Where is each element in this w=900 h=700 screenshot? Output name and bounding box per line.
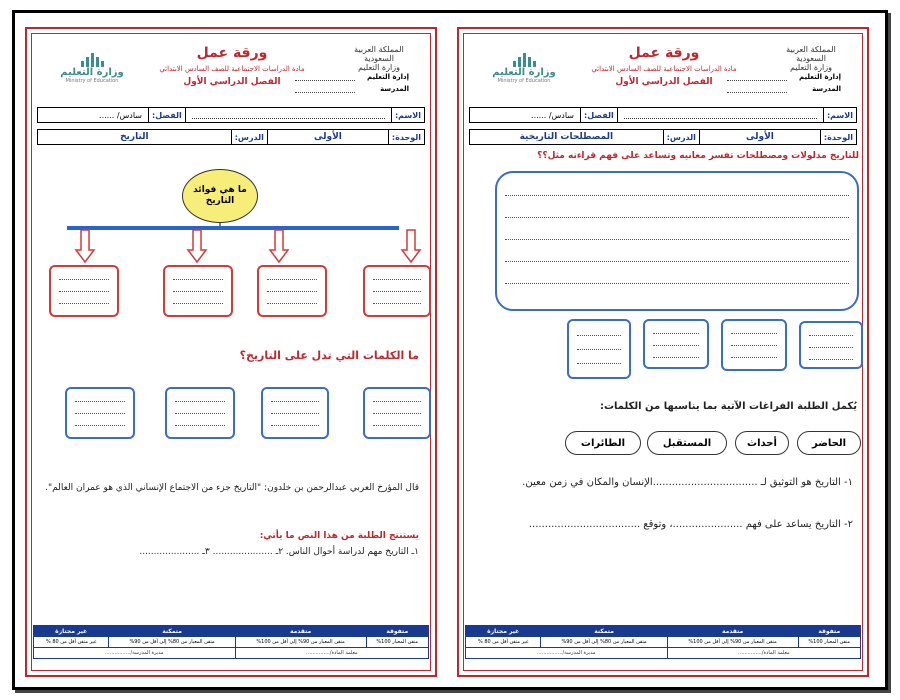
worksheet-subject: مادة الدراسات الاجتماعية للصف السادس الابتدائي bbox=[591, 65, 737, 73]
rating-criterion[interactable]: غير متقن أقل من 80 % bbox=[34, 637, 109, 648]
word-bank-item[interactable]: الطائرات bbox=[565, 431, 641, 455]
rating-header: غير مجتازة bbox=[34, 626, 109, 637]
unit-label: الوحدة: bbox=[388, 130, 424, 144]
name-label: الاسم: bbox=[391, 108, 424, 122]
word-bank-item[interactable]: الحاضر bbox=[797, 431, 861, 455]
question-words: ما الكلمات التي تدل على التاريخ؟ bbox=[239, 349, 419, 362]
class-label: الفصل: bbox=[580, 108, 618, 122]
principal-signature: مديرة المدرسة/................ bbox=[34, 648, 236, 659]
teacher-signature: معلمة المادة/............... bbox=[667, 648, 860, 659]
admin-label: إدارة التعليم bbox=[366, 73, 409, 81]
benefit-box[interactable] bbox=[49, 265, 119, 317]
rating-table bbox=[465, 625, 861, 661]
worksheet-title: ورقة عمل bbox=[196, 45, 268, 61]
ministry-logo: وزارة التعليم Ministry of Education bbox=[57, 53, 127, 84]
fill-blanks-instruction: يُكمل الطلبة الفراغات الآتية بما يناسبها من الكلمات: bbox=[599, 401, 857, 412]
term-box[interactable] bbox=[643, 319, 709, 369]
rating-header: متفوقة bbox=[366, 626, 428, 637]
down-arrow-icon bbox=[76, 230, 94, 262]
name-row bbox=[469, 107, 857, 123]
kingdom-crest: المملكة العربية السعودية وزارة التعليم bbox=[354, 45, 404, 72]
benefit-box[interactable] bbox=[163, 265, 233, 317]
down-arrow-icon bbox=[402, 230, 420, 262]
rating-table bbox=[33, 625, 429, 661]
page-frame bbox=[12, 10, 888, 690]
inference-question: يستنتج الطلبة من هذا النص ما يأتي: bbox=[259, 531, 419, 541]
rating-header: متقدمة bbox=[235, 626, 366, 637]
sentence-2: ٢- التاريخ يساعد على فهم ......................، وتوقع ................................... bbox=[528, 519, 853, 530]
admin-label: إدارة التعليم bbox=[798, 73, 841, 81]
ministry-logo-icon bbox=[504, 53, 544, 67]
benefit-box[interactable] bbox=[363, 265, 431, 317]
term-box[interactable] bbox=[721, 319, 787, 371]
rating-criterion[interactable]: غير متقن أقل من 80 % bbox=[466, 637, 541, 648]
lesson-label: الدرس: bbox=[231, 130, 268, 144]
rating-header: متمكنة bbox=[541, 626, 667, 637]
grade-value[interactable]: سادس/ ...... bbox=[99, 110, 142, 120]
grade-value[interactable]: سادس/ ...... bbox=[531, 110, 574, 120]
down-arrow-icon bbox=[270, 230, 288, 262]
word-box[interactable] bbox=[65, 387, 135, 439]
benefit-box[interactable] bbox=[257, 265, 327, 317]
inference-answers[interactable]: ١ـ التاريخ مهم لدراسة أحوال الناس. ٢ـ ..................... ٣ـ ..................... bbox=[139, 547, 419, 557]
worksheet-semester: الفصل الدراسي الأول bbox=[183, 77, 281, 87]
terms-answer-box[interactable] bbox=[495, 171, 859, 311]
worksheet-right bbox=[457, 27, 869, 677]
lesson-label: الدرس: bbox=[663, 130, 700, 144]
class-label: الفصل: bbox=[148, 108, 186, 122]
question-terms: للتاريخ مدلولات ومصطلحات تفسر معانيه وتساعد على فهم قراءته مثل؟؟ bbox=[537, 151, 859, 161]
worksheet-left bbox=[25, 27, 437, 677]
term-box[interactable] bbox=[799, 321, 863, 369]
name-field[interactable] bbox=[624, 111, 817, 119]
school-label: المدرسة bbox=[812, 85, 841, 93]
rating-header: متفوقة bbox=[798, 626, 860, 637]
rating-criterion[interactable]: متقن المعيار من 80% إلى أقل من 90% bbox=[109, 637, 235, 648]
rating-criterion[interactable]: متقن المعيار من 90% إلى أقل من 100% bbox=[667, 637, 798, 648]
unit-row bbox=[469, 129, 857, 145]
ibn-khaldun-quote: قال المؤرخ العربي عبدالرحمن بن خلدون: "التاريخ جزء من الاجتماع الإنساني الذي هو عمران العالم". bbox=[45, 483, 419, 493]
unit-value: الأولى bbox=[313, 132, 342, 142]
rating-criterion[interactable]: متقن المعيار من 80% إلى أقل من 90% bbox=[541, 637, 667, 648]
unit-value: الأولى bbox=[745, 132, 774, 142]
word-bank-item[interactable]: المستقبل bbox=[647, 431, 727, 455]
rating-criterion[interactable]: متقن المعيار 100% bbox=[366, 637, 428, 648]
ministry-logo: وزارة التعليم Ministry of Education bbox=[489, 53, 559, 84]
kingdom-crest: المملكة العربية السعودية وزارة التعليم bbox=[786, 45, 836, 72]
worksheet-subject: مادة الدراسات الاجتماعية للصف السادس الابتدائي bbox=[159, 65, 305, 73]
teacher-signature: معلمة المادة/............... bbox=[235, 648, 428, 659]
lesson-value: التاريخ bbox=[120, 132, 149, 142]
word-box[interactable] bbox=[261, 387, 329, 439]
word-box[interactable] bbox=[165, 387, 235, 439]
down-arrow-icon bbox=[188, 230, 206, 262]
lesson-value: المصطلحات التاريخية bbox=[519, 132, 614, 142]
benefits-oval: ما هي فوائد التاريخ bbox=[182, 169, 258, 223]
name-label: الاسم: bbox=[823, 108, 856, 122]
term-box[interactable] bbox=[567, 319, 631, 379]
unit-label: الوحدة: bbox=[820, 130, 856, 144]
sentence-1: ١- التاريخ هو التوثيق لـ .................................الإنسان والمكان في زمن معين. bbox=[522, 477, 853, 488]
worksheet-semester: الفصل الدراسي الأول bbox=[615, 77, 713, 87]
principal-signature: مديرة المدرسة/................ bbox=[466, 648, 668, 659]
word-bank-item[interactable]: أحداث bbox=[735, 431, 789, 455]
worksheet-title: ورقة عمل bbox=[628, 45, 700, 61]
rating-criterion[interactable]: متقن المعيار من 90% إلى أقل من 100% bbox=[235, 637, 366, 648]
rating-header: غير مجتازة bbox=[466, 626, 541, 637]
word-box[interactable] bbox=[363, 387, 431, 439]
rating-header: متقدمة bbox=[667, 626, 798, 637]
rating-criterion[interactable]: متقن المعيار 100% bbox=[798, 637, 860, 648]
rating-header: متمكنة bbox=[109, 626, 235, 637]
school-label: المدرسة bbox=[380, 85, 409, 93]
